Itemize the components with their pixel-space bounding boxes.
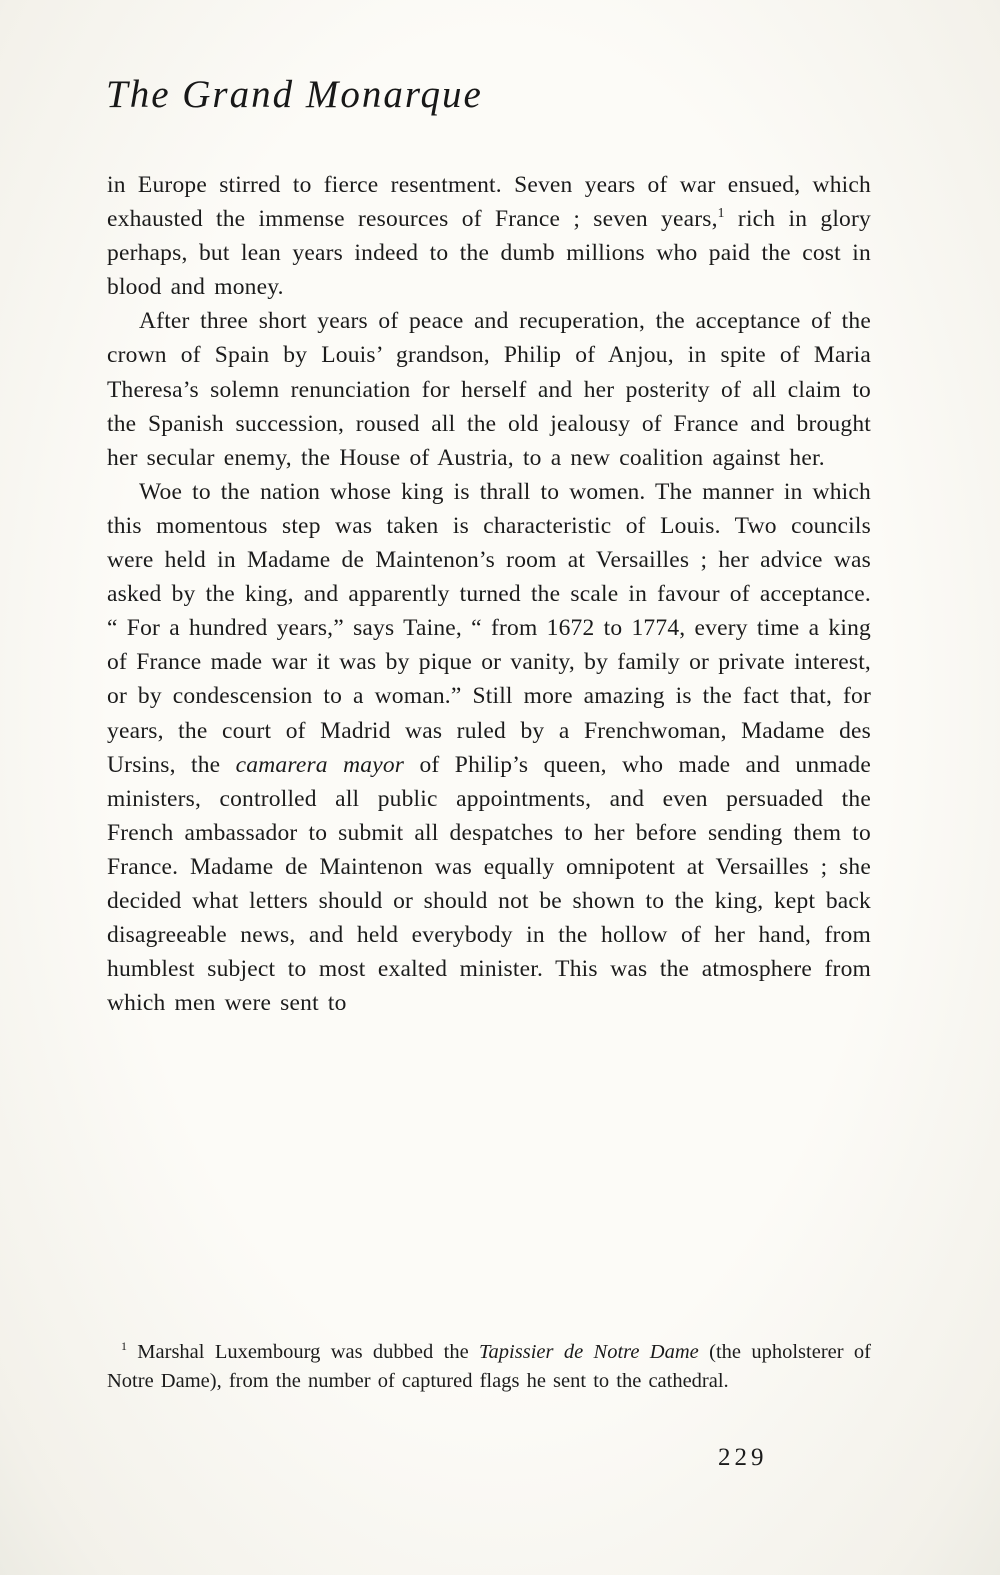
text-segment: in Europe stirred to fierce resentment. Seven years of war ensued, which exhausted the immense resources of France ; seven years, bbox=[107, 172, 871, 233]
text-segment: rich in glory perhaps, but lean years indeed to the dumb millions who paid the cost in blood and money. bbox=[107, 206, 871, 301]
body-text bbox=[107, 168, 871, 1020]
text-segment: After three short years of peace and recuperation, the acceptance of the crown of Spain by Louis’ grandson, Philip of Anjou, in spite of Maria Theresa’s solemn renunciation for herself and her posterity of all claim to the Spanish succession, roused all the old jealousy of France and brought her secular enemy, the House of Austria, to a new coalition against her. bbox=[107, 308, 871, 471]
page-title: The Grand Monarque bbox=[106, 73, 483, 116]
text-segment: of Philip’s queen, who made and unmade ministers, controlled all public appointments, and even persuaded the French ambassador to submit all despatches to her before sending them to France. Madame de Maintenon was equally omnipotent at Versailles ; she decided what letters should or should not be shown to the king, kept back disagreeable news, and held everybody in the hollow of her hand, from humblest subject to most exalted minister. This was the atmosphere from which men were sent to bbox=[107, 751, 871, 1017]
page-number: 229 bbox=[718, 1444, 768, 1471]
paragraph-1 bbox=[107, 168, 871, 304]
paragraph-2 bbox=[107, 304, 871, 474]
footnote-reference-marker: 1 bbox=[717, 205, 725, 221]
italic-text: Tapissier de Notre Dame bbox=[479, 1341, 699, 1363]
italic-text: camarera mayor bbox=[235, 751, 405, 778]
text-segment: Marshal Luxembourg was dubbed the bbox=[126, 1341, 480, 1363]
footnote-marker: 1 bbox=[121, 1339, 127, 1354]
text-segment: Woe to the nation whose king is thrall to women. The manner in which this momentous step was taken is characteristic of Louis. Two councils were held in Madame de Maintenon’s room at Versailles ; her advice was asked by the king, and apparently turned the scale in favour of acceptance. “ For a hundred years,” says Taine, “ from 1672 to 1774, every time a king of France made war it was by pique or vanity, by family or private interest, or by condescension to a woman.” Still more amazing is the fact that, for years, the court of Madrid was ruled by a Frenchwoman, Madame des Ursins, the bbox=[107, 478, 871, 778]
paragraph-3 bbox=[107, 475, 871, 1021]
text-segment: (the upholsterer of Notre Dame), from the number of captured flags he sent to the cathedral. bbox=[107, 1341, 872, 1392]
footnote bbox=[107, 1338, 871, 1395]
